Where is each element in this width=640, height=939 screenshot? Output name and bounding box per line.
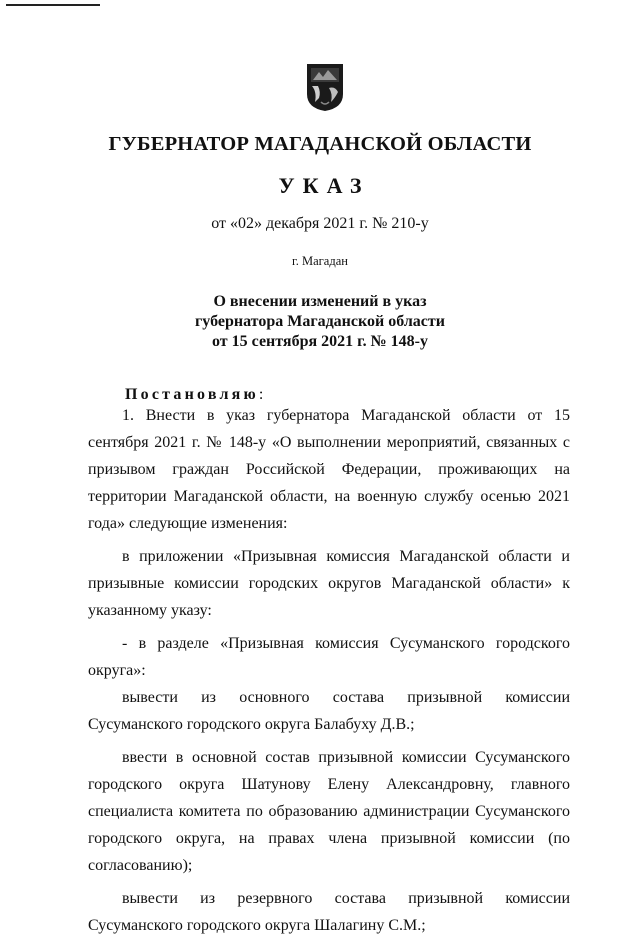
paragraph-section: - в разделе «Призывная комиссия Сусуманского городского округа»: — [88, 635, 570, 679]
decree-date-number: от «02» декабря 2021 г. № 210-у — [211, 215, 429, 232]
top-rule — [6, 4, 100, 6]
issuer-title: ГУБЕРНАТОР МАГАДАНСКОЙ ОБЛАСТИ — [108, 133, 532, 155]
paragraph-remove-reserve: вывести из резервного состава призывной комиссии Сусуманского городского округа Шалагину С.М.; — [88, 890, 570, 934]
decree-lead-colon: : — [258, 386, 264, 403]
paragraph-item-1: 1. Внести в указ губернатора Магаданской области от 15 сентября 2021 г. № 148-у «О выполнении мероприятий, связанных с призывом граждан Российской Федерации, проживающих на территории Магаданской области, на военную службу осенью 2021 года» следующие изменения: — [88, 407, 570, 532]
paragraph-add-main: ввести в основной состав призывной комиссии Сусуманского городского округа Шатунову Елену Александровну, главного специалиста комитета по образованию администрации Сусуманского городского округа, на правах члена призывной комиссии (по согласованию); — [88, 749, 570, 874]
paragraph-appendix: в приложении «Призывная комиссия Магаданской области и призывные комиссии городских округов Магаданской области» к указанному указу: — [88, 548, 570, 619]
paragraph-remove-main: вывести из основного состава призывной комиссии Сусуманского городского округа Балабуху Д.В.; — [88, 689, 570, 733]
subject-line: от 15 сентября 2021 г. № 148-у — [212, 333, 428, 350]
decree-body — [88, 402, 570, 939]
document-type: УКАЗ — [278, 173, 370, 198]
subject-line: О внесении изменений в указ — [213, 293, 427, 310]
subject-line: губернатора Магаданской области — [195, 313, 445, 330]
city: г. Магадан — [292, 254, 348, 268]
coat-of-arms-icon — [305, 62, 345, 112]
decree-lead-word: Постановляю — [125, 386, 259, 403]
decree-subject — [0, 292, 640, 352]
